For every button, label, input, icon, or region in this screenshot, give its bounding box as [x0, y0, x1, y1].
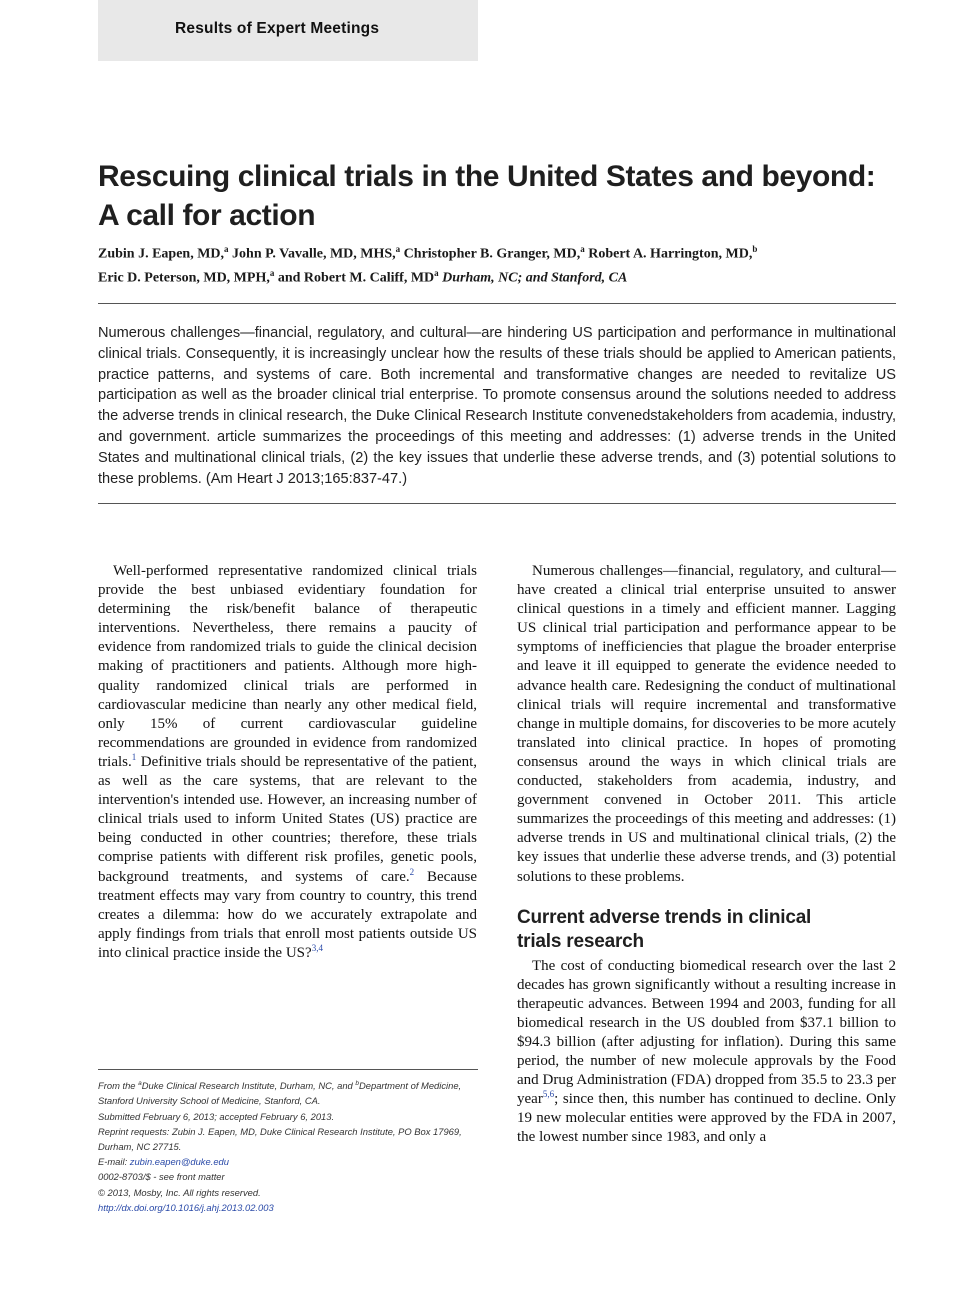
section-label: Results of Expert Meetings	[175, 20, 380, 37]
section-tab	[98, 0, 478, 61]
footnote-reprint: Reprint requests: Zubin J. Eapen, MD, Duke Clinical Research Institute, PO Box 17969,	[98, 1125, 462, 1137]
title-line-1: Rescuing clinical trials in the United States and beyond:	[98, 160, 876, 193]
author-affiliation: b	[752, 244, 758, 254]
footnote-affiliation	[98, 1076, 488, 1093]
footnotes	[98, 1076, 488, 1215]
body-text: The cost of conducting biomedical research over the last 2 decades has grown significantly without a resulting increase in therapeutic advances. Between 1994 and 2003, funding for all biomedical research in the US doubled from $37.1 billion to $94.3 billion (after adjusting for inflation). During this same period, the number of new molecule approvals by the Food and Drug Administration (FDA) dropped from 35.5 to 23.3 per year	[517, 957, 896, 1108]
heading-line: Current adverse trends in clinical	[517, 906, 812, 928]
author-affiliation: a	[269, 267, 275, 278]
citation-link[interactable]: 5,6	[542, 1089, 555, 1100]
author-name: Zubin J. Eapen, MD,	[98, 246, 225, 262]
body-text: Definitive trials should be representative of the patient, as well as the care systems, that are relevant to the intervention's intended use. However, an increasing number of clinical trials used to inform United States (US) practice are being conducted in other countries; therefore, these trials comprise patients with different risk profiles, genetic pools, background treatments, and systems of care.	[98, 753, 477, 885]
abstract-top-divider	[98, 303, 896, 304]
author-affiliation: a	[434, 267, 439, 278]
author-list	[98, 240, 898, 287]
author-affiliation: a	[395, 244, 401, 254]
doi-link[interactable]: http://dx.doi.org/10.1016/j.ahj.2013.02.003	[98, 1201, 274, 1213]
footnote-divider	[98, 1069, 478, 1070]
body-text: Well-performed representative randomized clinical trials provide the best unbiased evidentiary foundation for determining the risk/benefit balance of therapeutic interventions. Nevertheless, there remains a paucity of evidence from randomized trials to guide the clinical decision making of practitioners and patients. Although more high-quality randomized clinical trials are performed in cardiovascular medicine than nearly any other medical field, only 15% of current cardiovascular guideline recommendations are grounded in evidence from randomized trials.	[98, 563, 477, 770]
citation-link[interactable]: 3,4	[311, 942, 323, 953]
section-heading	[517, 906, 896, 955]
abstract-bottom-divider	[98, 503, 896, 504]
author-location: Durham, NC; and Stanford, CA	[442, 270, 628, 286]
footnote-line: Stanford University School of Medicine, Stanford, CA.	[98, 1095, 321, 1107]
affiliation-marker: a	[138, 1080, 142, 1087]
body-column-left	[98, 562, 477, 963]
footnote-email	[98, 1154, 488, 1169]
title-line-2: A call for action	[98, 199, 316, 232]
citation-link[interactable]: 1	[131, 751, 137, 762]
article-title	[98, 157, 918, 235]
footnote-text: Department of Medicine,	[359, 1080, 462, 1092]
footnote-issn: 0002-8703/$ - see front matter	[98, 1171, 225, 1183]
affiliation-marker: b	[355, 1080, 360, 1087]
author-name: Christopher B. Granger, MD,	[403, 246, 581, 262]
body-text: Because treatment effects may vary from country to country, this trend creates a dilemma: how do we accurately extrapolate and apply findings from trials that enroll most patients outside US into clinical practice inside the US?	[98, 868, 477, 961]
body-paragraph	[517, 957, 896, 1148]
body-text: ; since then, this number has continued to decline. Only 19 new molecular entities were approved by the FDA in 2007, the lowest number since 1983, and only a	[517, 1091, 896, 1146]
citation-link[interactable]: 2	[409, 866, 415, 877]
email-link[interactable]: zubin.eapen@duke.edu	[129, 1156, 229, 1168]
body-paragraph: Numerous challenges—financial, regulatory, and cultural—have created a clinical trial enterprise unsuited to answer clinical questions in a timely and efficient manner. Lagging US clinical trial participation and performance appear to be symptoms of inefficiencies that plague the broader enterprise and leave it ill equipped to generate the evidence needed to advance health care. Redesigning the conduct of multinational clinical trials will require incremental and transformative change in multiple domains, for discoveries to be more acutely translated into clinical practice. In hopes of promoting consensus around the ways in which clinical trials are conducted, stakeholders from academia, industry, and government convened in October 2011. This article summarizes the proceedings of this meeting and addresses: (1) adverse trends in US and multinational clinical trials, (2) the key issues that underlie these adverse trends, and (3) potential solutions to these problems.	[517, 563, 896, 885]
author-name: and Robert M. Califf, MD	[277, 270, 435, 286]
heading-line: trials research	[517, 931, 644, 953]
author-name: Robert A. Harrington, MD,	[588, 246, 753, 262]
footnote-copyright: © 2013, Mosby, Inc. All rights reserved.	[98, 1186, 261, 1198]
author-name: Eric D. Peterson, MD, MPH,	[98, 270, 270, 286]
footnote-text: From the	[98, 1080, 139, 1092]
body-column-right	[517, 562, 896, 1148]
footnote-submitted: Submitted February 6, 2013; accepted February 6, 2013.	[98, 1110, 335, 1122]
abstract: Numerous challenges—financial, regulatory, and cultural—are hindering US participation and performance in multinational clinical trials. Consequently, it is increasingly unclear how the results of these trials should be applied to American patients, practice patterns, and systems of care. Both incremental and transformative changes are needed to revitalize US participation as well as the broader clinical trial enterprise. To promote consensus around the solutions needed to address the adverse trends in clinical research, the Duke Clinical Research Institute convenedstakeholders from academia, industry, and government. article summarizes the proceedings of this meeting and addresses: (1) adverse trends in the United States and multinational clinical trials, (2) the key issues that underlie these adverse trends, and (3) potential solutions to these problems. (Am Heart J 2013;165:837-47.)	[98, 325, 896, 487]
body-paragraph	[98, 562, 477, 963]
email-label: E-mail:	[98, 1156, 130, 1168]
author-name: John P. Vavalle, MD, MHS,	[232, 246, 396, 262]
author-affiliation: a	[580, 244, 585, 254]
footnote-reprint-address: Durham, NC 27715.	[98, 1140, 182, 1152]
author-affiliation: a	[224, 244, 229, 254]
footnote-text: Duke Clinical Research Institute, Durham, NC, and	[141, 1080, 356, 1092]
